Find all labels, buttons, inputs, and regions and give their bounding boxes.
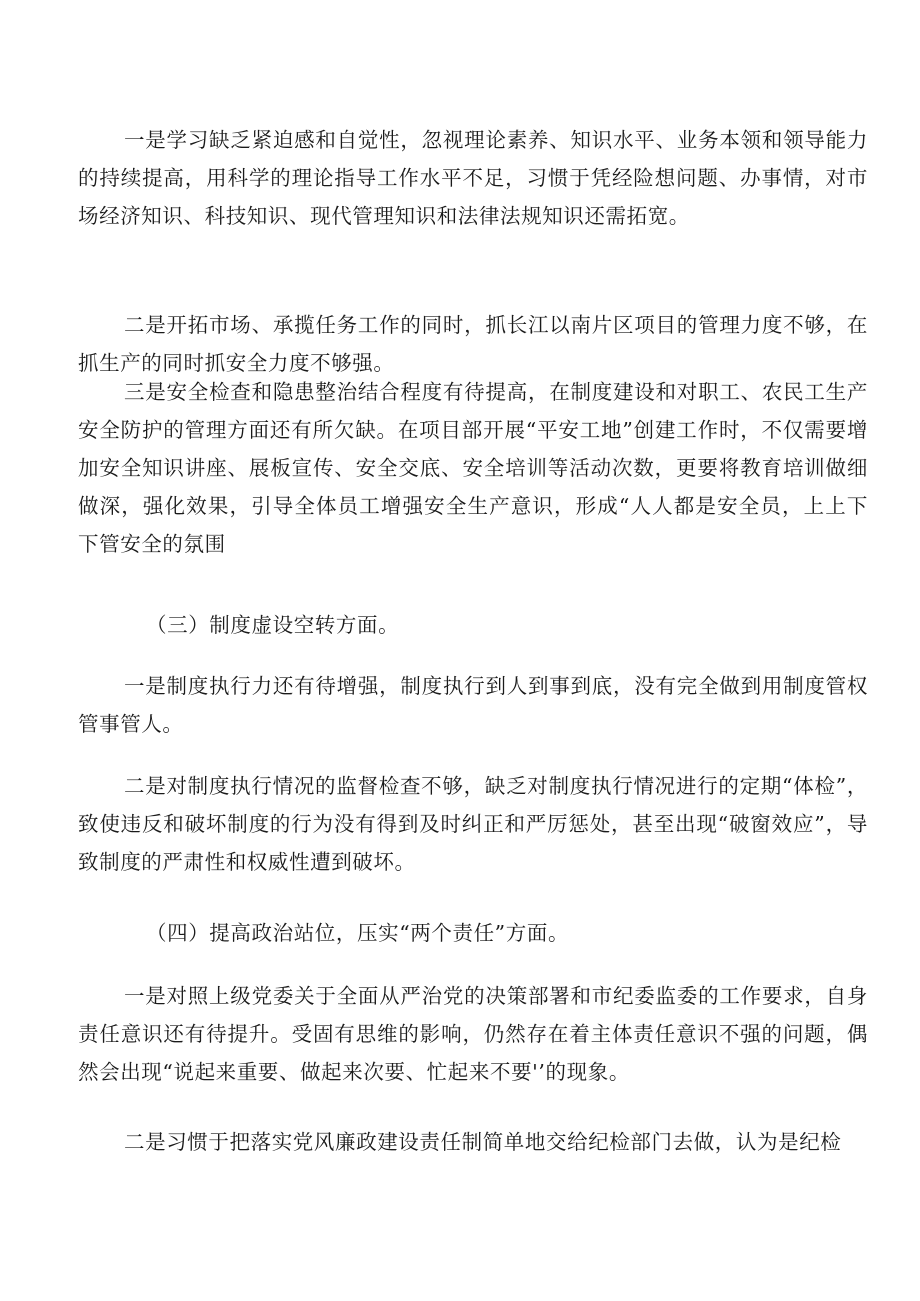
paragraph-system-supervision: 二是对制度执行情况的监督检查不够，缺乏对制度执行情况进行的定期“体检”，致使违反和破坏制度的行为没有得到及时纠正和严厉惩处，甚至出现“破窗效应”，导致制度的严肃性和权威性遭到破坏。 [78, 774, 868, 874]
section-heading-3: （三）制度虚设空转方面。 [146, 613, 400, 637]
paragraph-safety-inspection: 三是安全检查和隐患整治结合程度有待提高，在制度建设和对职工、农民工生产安全防护的管理方面还有所欠缺。在项目部开展“平安工地”创建工作时，不仅需要增加安全知识讲座、展板宣传、安全交底、安全培训等活动次数，更要将教育培训做细做深，强化效果，引导全体员工增强安全生产意识，形成“人人都是安全员，上上下下管安全的氛围 [78, 380, 868, 556]
paragraph-discipline-responsibility: 二是习惯于把落实党风廉政建设责任制简单地交给纪检部门去做，认为是纪检 [124, 1130, 842, 1154]
paragraph-study-shortcomings: 一是学习缺乏紧迫感和自觉性，忽视理论素养、知识水平、业务本领和领导能力的持续提高，用科学的理论指导工作水平不足，习惯于凭经险想问题、办事情，对市场经济知识、科技知识、现代管理知识和法律法规知识还需拓宽。 [78, 128, 868, 228]
paragraph-system-execution: 一是制度执行力还有待增强，制度执行到人到事到底，没有完全做到用制度管权管事管人。 [78, 674, 868, 736]
paragraph-responsibility-awareness: 一是对照上级党委关于全面从严治党的决策部署和市纪委监委的工作要求，自身责任意识还有待提升。受固有思维的影响，仍然存在着主体责任意识不强的问题，偶然会出现“说起来重要、做起来次要、忙起来不要'’的现象。 [78, 984, 868, 1084]
section-heading-4: （四）提高政治站位，压实“两个责任”方面。 [146, 921, 570, 945]
paragraph-market-management: 二是开拓市场、承揽任务工作的同时，抓长江以南片区项目的管理力度不够，在抓生产的同时抓安全力度不够强。 [78, 313, 868, 375]
